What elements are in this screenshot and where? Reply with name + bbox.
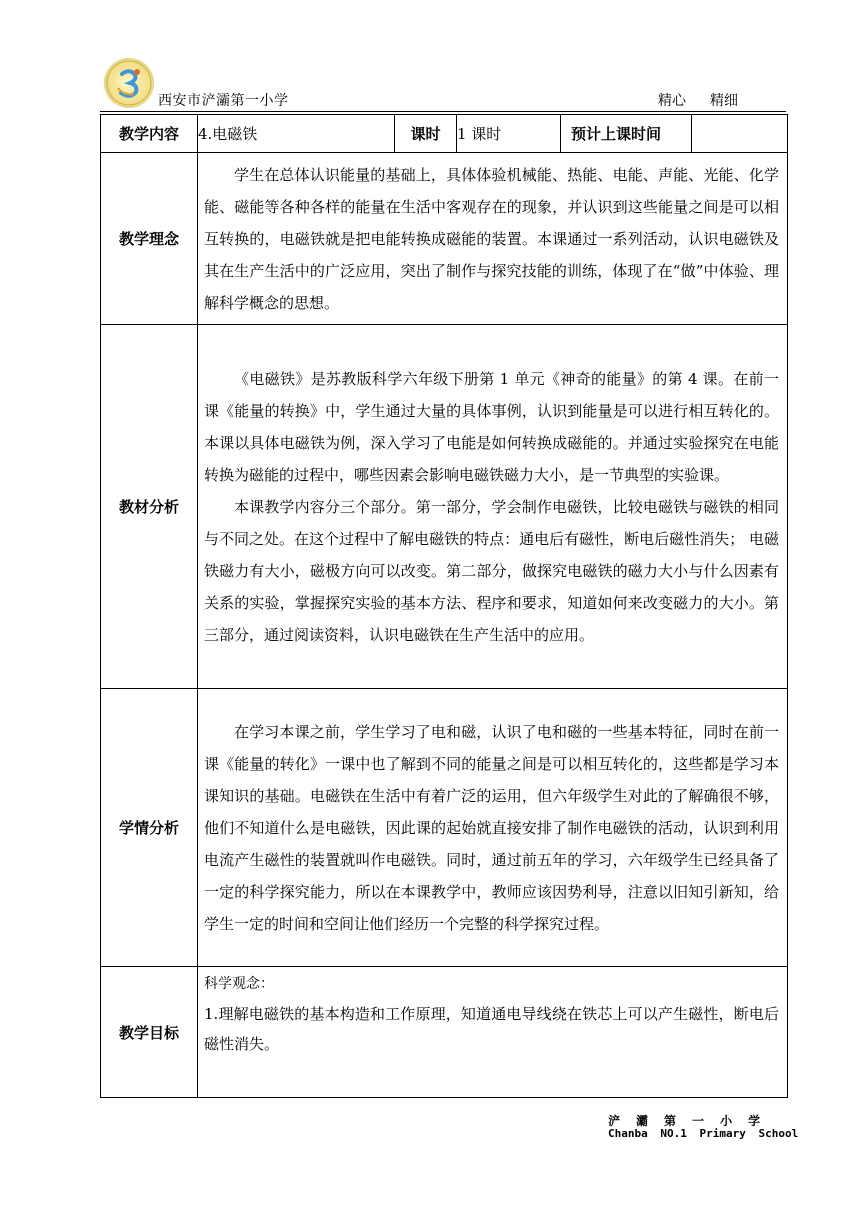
slogan bbox=[658, 90, 762, 110]
table-row bbox=[101, 153, 788, 325]
objectives-cell bbox=[198, 967, 788, 1098]
content-value: 4.电磁铁 bbox=[198, 115, 395, 153]
school-logo-icon bbox=[104, 58, 154, 108]
textbook-label: 教材分析 bbox=[101, 325, 198, 689]
table-row bbox=[101, 967, 788, 1098]
period-value: 1 课时 bbox=[457, 115, 561, 153]
content-label: 教学内容 bbox=[101, 115, 198, 153]
philosophy-paragraph: 学生在总体认识能量的基础上，具体体验机械能、热能、电能、声能、光能、化学能、磁能等各种各样的能量在生活中客观存在的现象，并认识到这些能量之间是可以相互转换的，电磁铁就是把电能转换成磁能的装置。本课通过一系列活动，认识电磁铁及其在生产生活中的广泛应用，突出了制作与探究技能的训练，体现了在“做”中体验、理解科学概念的思想。 bbox=[204, 165, 779, 312]
schedule-value bbox=[692, 115, 788, 153]
school-name: 西安市浐灞第一小学 bbox=[158, 93, 289, 109]
objectives-label: 教学目标 bbox=[101, 967, 198, 1098]
objectives-heading: 科学观念： bbox=[204, 976, 274, 992]
philosophy-cell bbox=[198, 153, 788, 325]
table-row bbox=[101, 325, 788, 689]
students-paragraph: 在学习本课之前，学生学习了电和磁，认识了电和磁的一些基本特征，同时在前一课《能量的转化》一课中也了解到不同的能量之间是可以相互转化的，这些都是学习本课知识的基础。电磁铁在生活中有着广泛的运用，但六年级学生对此的了解确很不够，他们不知道什么是电磁铁，因此课的起始就直接安排了制作电磁铁的活动，认识到利用电流产生磁性的装置就叫作电磁铁。同时，通过前五年的学习，六年级学生已经具备了一定的科学探究能力，所以在本课教学中，教师应该因势利导，注意以旧知引新知，给学生一定的时间和空间让他们经历一个完整的科学探究过程。 bbox=[204, 722, 779, 933]
header-rule bbox=[100, 111, 786, 112]
schedule-label: 预计上课时间 bbox=[561, 115, 692, 153]
lesson-plan-table bbox=[100, 114, 788, 1098]
slogan-word: 精心 bbox=[658, 93, 686, 109]
period-label: 课时 bbox=[395, 115, 457, 153]
table-row bbox=[101, 689, 788, 967]
footer-char: 学 bbox=[748, 1114, 761, 1128]
slogan-word: 精细 bbox=[710, 93, 738, 109]
footer-char: 一 bbox=[692, 1114, 705, 1128]
footer-school-en: Chanba NO.1 Primary School bbox=[608, 1127, 799, 1140]
textbook-cell bbox=[198, 325, 788, 689]
students-cell bbox=[198, 689, 788, 967]
footer-char: 灞 bbox=[636, 1114, 649, 1128]
school-logo bbox=[104, 58, 154, 108]
table-row bbox=[101, 115, 788, 153]
footer-char: 浐 bbox=[608, 1114, 621, 1128]
footer-char: 第 bbox=[664, 1114, 677, 1128]
philosophy-label: 教学理念 bbox=[101, 153, 198, 325]
textbook-paragraph: 本课教学内容分三个部分。第一部分，学会制作电磁铁，比较电磁铁与磁铁的相同与不同之处。在这个过程中了解电磁铁的特点：通电后有磁性，断电后磁性消失； 电磁铁磁力有大小，磁极方向可以改变。第二部分，做探究电磁铁的磁力大小与什么因素有关系的实验，掌握探究实验的基本方法、程序和要求，知道如何来改变磁力的大小。第三部分，通过阅读资料，认识电磁铁在生产生活中的应用。 bbox=[204, 497, 779, 644]
objectives-item: 1.理解电磁铁的基本构造和工作原理，知道通电导线绕在铁芯上可以产生磁性，断电后磁性消失。 bbox=[204, 1005, 779, 1053]
textbook-paragraph: 《电磁铁》是苏教版科学六年级下册第 1 单元《神奇的能量》的第 4 课。在前一课《能量的转换》中，学生通过大量的具体事例，认识到能量是可以进行相互转化的。本课以具体电磁铁为例，深入学习了电能是如何转换成磁能的。并通过实验探究在电能转换为磁能的过程中，哪些因素会影响电磁铁磁力大小，是一节典型的实验课。 bbox=[204, 369, 779, 484]
footer-char: 小 bbox=[720, 1114, 733, 1128]
students-label: 学情分析 bbox=[101, 689, 198, 967]
